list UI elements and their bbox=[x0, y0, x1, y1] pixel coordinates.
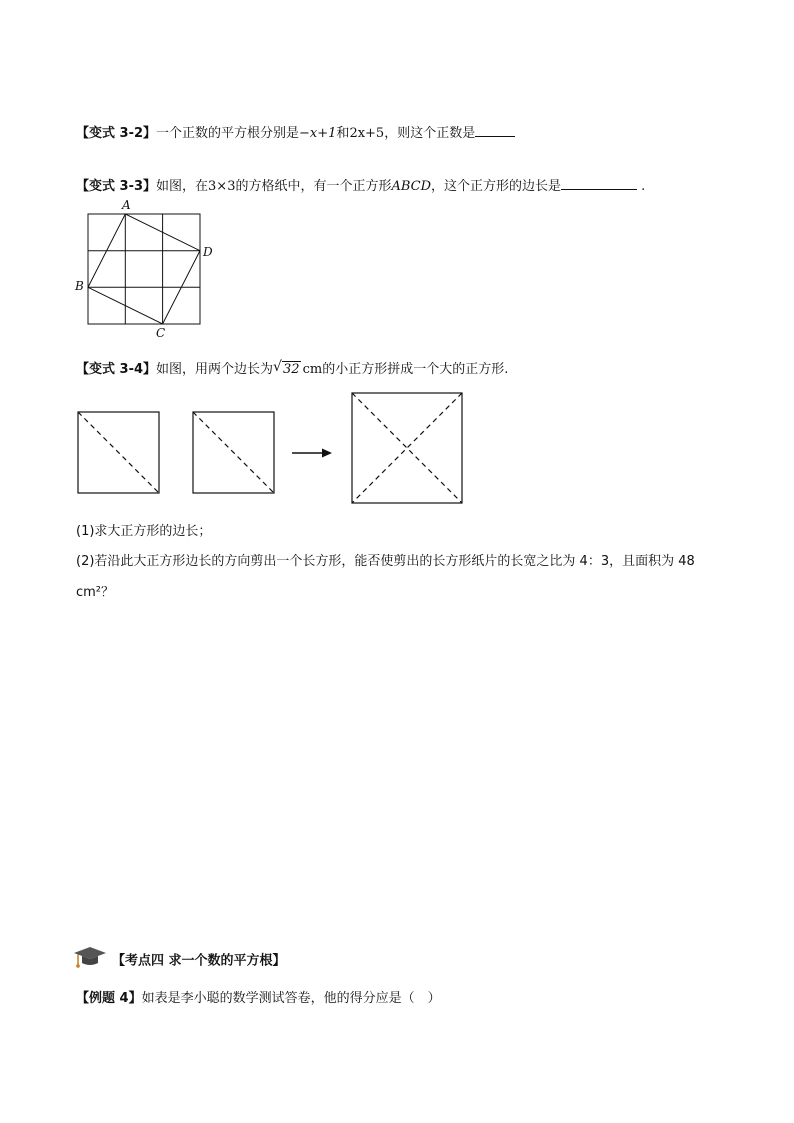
large-square bbox=[352, 393, 462, 503]
arrow-icon bbox=[292, 449, 332, 458]
section-title: 【考点四 求一个数的平方根】 bbox=[112, 953, 286, 969]
example-4: 【例题 4】如表是李小聪的数学测试答卷，他的得分应是（ ） bbox=[76, 991, 441, 1006]
grid-border bbox=[88, 214, 200, 324]
squares-svg bbox=[74, 390, 474, 510]
diagonal-4 bbox=[352, 393, 462, 503]
diagonal-2 bbox=[193, 412, 274, 493]
question-label: 【变式 3-3】 bbox=[76, 179, 157, 194]
question-3-2: 【变式 3-2】一个正数的平方根分别是−x+1和2x+5，则这个正数是 bbox=[76, 122, 515, 141]
square-abcd bbox=[88, 214, 200, 324]
grid-svg bbox=[72, 198, 222, 343]
graduation-cap-icon bbox=[72, 944, 108, 974]
grid-figure bbox=[72, 198, 222, 343]
squares-figure bbox=[74, 390, 474, 510]
point-label-b: B bbox=[75, 279, 84, 293]
point-label-c: C bbox=[156, 326, 166, 340]
question-3-4-part-2-unit: cm²？ bbox=[76, 585, 115, 600]
example-label: 【例题 4】 bbox=[76, 991, 142, 1006]
answer-blank bbox=[561, 177, 637, 190]
section-header bbox=[72, 944, 286, 974]
sqrt-expression: √ 32 bbox=[273, 359, 300, 377]
diagonal-1 bbox=[78, 412, 159, 493]
point-label-d: D bbox=[203, 245, 213, 259]
question-3-4-part-1: (1)求大正方形的边长； bbox=[76, 524, 212, 539]
question-3-3: 【变式 3-3】如图，在3×3的方格纸中，有一个正方形ABCD，这个正方形的边长是 . bbox=[76, 179, 646, 194]
question-label: 【变式 3-2】 bbox=[76, 126, 157, 141]
question-3-4: 【变式 3-4】如图，用两个边长为 √ 32 cm的小正方形拼成一个大的正方形. bbox=[76, 359, 509, 377]
question-label: 【变式 3-4】 bbox=[76, 362, 157, 377]
diagonal-3 bbox=[352, 393, 462, 503]
point-label-a: A bbox=[122, 198, 131, 212]
answer-blank bbox=[475, 124, 515, 137]
question-3-4-part-2: (2)若沿此大正方形边长的方向剪出一个长方形，能否使剪出的长方形纸片的长宽之比为 4：3，且面积为 48 bbox=[76, 554, 695, 569]
